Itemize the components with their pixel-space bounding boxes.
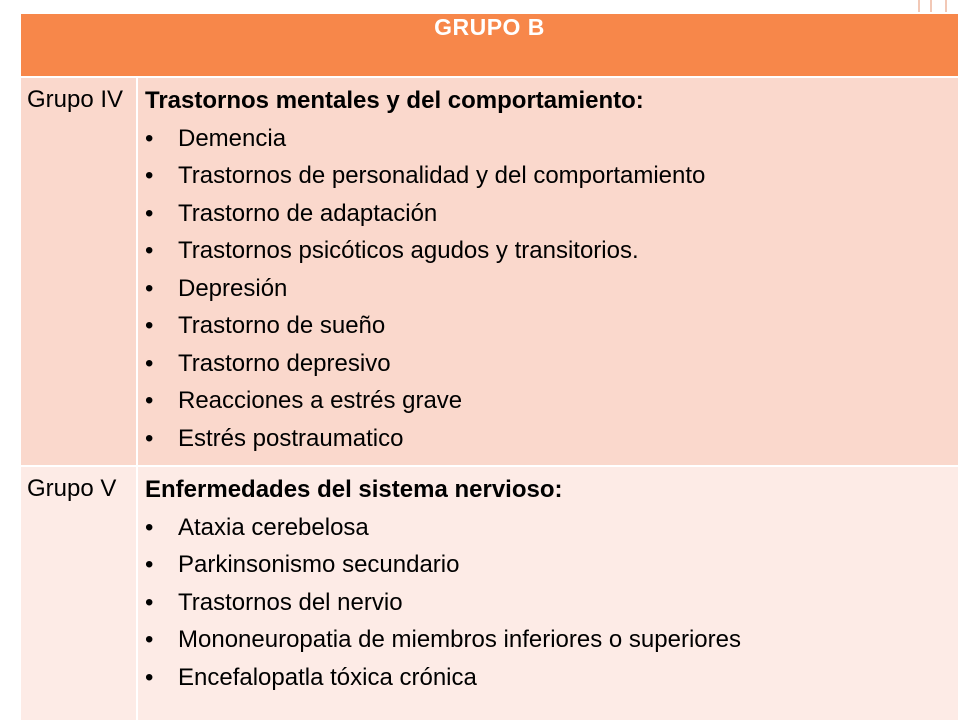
section-title: Trastornos mentales y del comportamiento: xyxy=(145,87,644,114)
list-item-text: Trastorno de adaptación xyxy=(178,199,438,227)
list-item-text: Estrés postraumatico xyxy=(178,424,404,452)
bullet-icon: • xyxy=(145,387,154,414)
list-item-text: Trastornos de personalidad y del comportamiento xyxy=(178,162,706,189)
list-item-text: Reacciones a estrés grave xyxy=(178,387,463,414)
content-cell xyxy=(137,466,959,720)
bullet-icon: • xyxy=(145,237,154,264)
list-item xyxy=(145,307,958,345)
grupo-table xyxy=(19,12,960,720)
list-item xyxy=(145,584,958,622)
list-item-text: Parkinsonismo secundario xyxy=(178,551,460,578)
list-item xyxy=(145,195,958,233)
list-item-text: Depresión xyxy=(178,274,288,302)
list-item-text: Ataxia cerebelosa xyxy=(178,513,369,541)
bullet-icon: • xyxy=(145,513,154,541)
list-item xyxy=(145,345,958,383)
content-cell xyxy=(137,77,959,466)
list-item xyxy=(145,420,958,458)
list-item-text: Trastornos psicóticos agudos y transitorios. xyxy=(178,237,639,264)
list-item xyxy=(145,232,958,270)
list-item-text: Trastorno de sueño xyxy=(178,312,386,339)
item-list xyxy=(145,509,958,697)
group-label: Grupo V xyxy=(20,466,137,720)
bullet-icon: • xyxy=(145,312,154,339)
bullet-icon: • xyxy=(145,349,154,377)
list-item-text: Trastorno depresivo xyxy=(178,349,391,377)
list-item xyxy=(145,382,958,420)
table-header: GRUPO B xyxy=(20,13,959,77)
list-item-text: Demencia xyxy=(178,124,287,152)
list-item xyxy=(145,120,958,158)
bullet-icon: • xyxy=(145,588,154,616)
list-item-text: Trastornos del nervio xyxy=(178,588,403,616)
list-item xyxy=(145,621,958,659)
item-list xyxy=(145,120,958,458)
bullet-icon: • xyxy=(145,663,154,691)
bullet-icon: • xyxy=(145,199,154,227)
list-item-text: Mononeuropatia de miembros inferiores o superiores xyxy=(178,626,741,653)
list-item xyxy=(145,509,958,547)
bullet-icon: • xyxy=(145,551,154,578)
table-row xyxy=(20,466,959,720)
bullet-icon: • xyxy=(145,162,154,189)
list-item xyxy=(145,157,958,195)
list-item xyxy=(145,659,958,697)
bullet-icon: • xyxy=(145,274,154,302)
bullet-icon: • xyxy=(145,626,154,653)
group-label: Grupo IV xyxy=(20,77,137,466)
section-title: Enfermedades del sistema nervioso: xyxy=(145,476,563,503)
table-row xyxy=(20,77,959,466)
list-item-text: Encefalopatla tóxica crónica xyxy=(178,663,477,691)
bullet-icon: • xyxy=(145,424,154,452)
list-item xyxy=(145,546,958,584)
bullet-icon: • xyxy=(145,124,154,152)
list-item xyxy=(145,270,958,308)
